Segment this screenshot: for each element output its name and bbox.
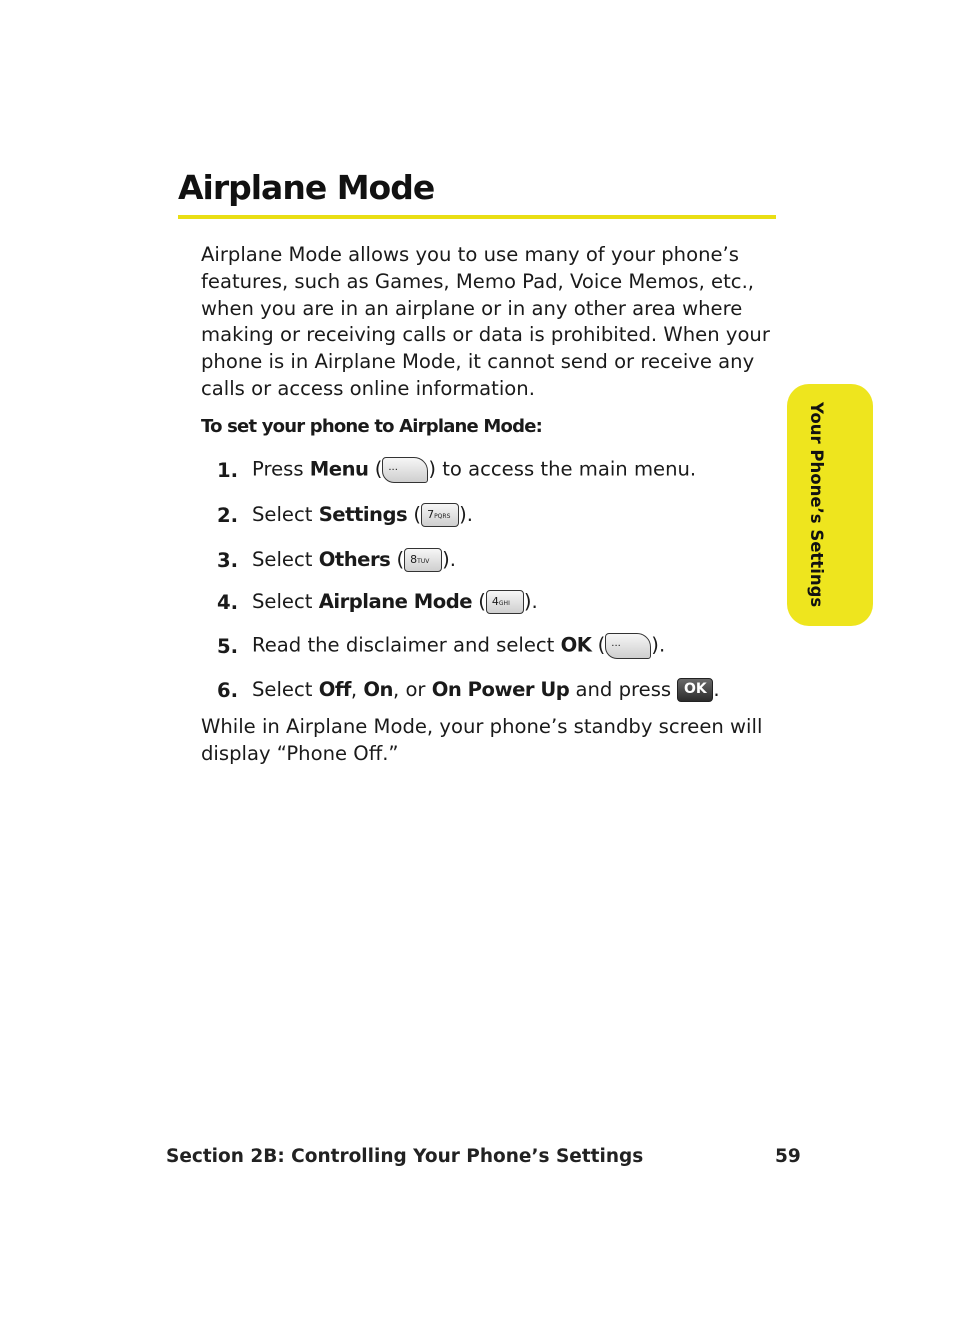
- section-side-tab: [787, 384, 873, 626]
- step-number: 2.: [217, 503, 239, 527]
- step-text: Select Others ( 8TUV ).: [252, 547, 457, 571]
- step-number: 5.: [217, 634, 239, 658]
- page-title: Airplane Mode: [178, 168, 435, 207]
- closing-paragraph: While in Airplane Mode, your phone’s standby screen will display “Phone Off.”: [201, 715, 763, 765]
- step-6: [217, 676, 720, 704]
- key-7-icon: 7PQRS: [421, 503, 459, 527]
- footer-section-title: Section 2B: Controlling Your Phone’s Settings: [166, 1146, 644, 1167]
- menu-softkey-icon: ...: [382, 457, 428, 483]
- step-2: [217, 501, 473, 529]
- step-text: Select Airplane Mode ( 4GHI ).: [252, 589, 538, 613]
- step-1: [217, 456, 696, 484]
- page-number: 59: [775, 1146, 801, 1167]
- step-number: 6.: [217, 678, 239, 702]
- side-tab-label: Your Phone’s Settings: [807, 402, 826, 608]
- step-number: 4.: [217, 590, 239, 614]
- intro-paragraph: Airplane Mode allows you to use many of your phone’s features, such as Games, Memo Pad, Voice Memos, etc., when you are in an airplane or in any other area where making or receiving calls or data is prohibited. When your phone is in Airplane Mode, it cannot send or receive any calls or access online information.: [201, 243, 770, 400]
- step-5: [217, 632, 665, 660]
- step-3: [217, 546, 456, 574]
- title-underline: [178, 215, 776, 219]
- step-text: Press Menu ( ... ) to access the main menu.: [252, 457, 696, 483]
- key-4-icon: 4GHI: [486, 590, 524, 614]
- step-text: Select Off, On, or On Power Up and press OK .: [252, 677, 720, 701]
- step-4: [217, 588, 538, 616]
- step-text: Read the disclaimer and select OK ( ... ).: [252, 633, 665, 659]
- step-number: 1.: [217, 458, 239, 482]
- step-number: 3.: [217, 548, 239, 572]
- procedure-heading: To set your phone to Airplane Mode:: [201, 416, 543, 437]
- key-8-icon: 8TUV: [404, 548, 442, 572]
- ok-softkey-icon: ...: [605, 633, 651, 659]
- ok-key-icon: OK: [677, 678, 713, 702]
- step-text: Select Settings ( 7PQRS ).: [252, 502, 473, 526]
